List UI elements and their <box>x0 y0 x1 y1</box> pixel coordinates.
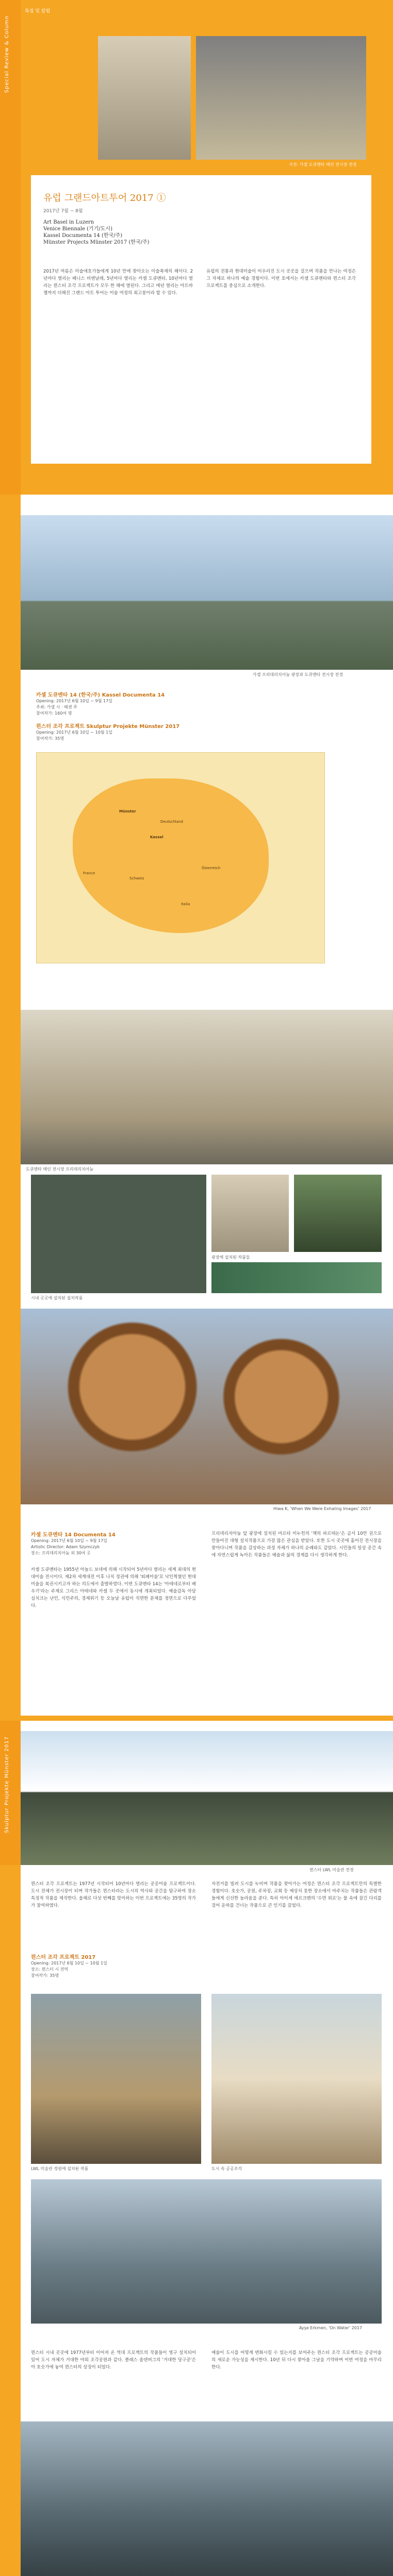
side-strip <box>0 0 21 495</box>
info-title: 카셀 도큐멘타 14 (한국/주) Kassel Documenta 14 <box>36 692 165 698</box>
munster-side-label: Skulptur Projekte Münster 2017 <box>4 1736 10 1834</box>
side-label: Special Review & Column <box>4 15 10 93</box>
pipes-caption: Hiwa K, 'When We Were Exhaling Images' 2017 <box>273 1506 371 1511</box>
info-line: Artistic Director: Adam Szymczyk <box>31 1545 100 1549</box>
pipes-photo <box>21 1309 393 1504</box>
panorama-photo <box>21 515 393 670</box>
info-line: Opening: 2017년 6월 10일 ~ 9월 17일 <box>31 1538 107 1543</box>
info-line: 참여작가: 35명 <box>31 1973 59 1978</box>
intro-para-1: 2017년 여름은 미술애호가들에게 10년 만에 찾아오는 미술축제의 해이다. 2년마다 열리는 베니스 비엔날레, 5년마다 열리는 카셀 도큐멘타, 10년마다 열리는 뮌스터 조각 프로젝트가 모두 한 해에 열린다. 그리고 매년 열리는 아트바젤까지 더해진 그랜드 아트 투어는 미술 여정의 최고봉이라 할 수 있다. <box>43 269 193 296</box>
kassel-photo-3 <box>211 1175 289 1252</box>
map-label: Italia <box>181 902 190 906</box>
map-section <box>0 495 393 999</box>
kassel-para-left: 카셀 도큐멘타는 1955년 아놀드 보데에 의해 시작되어 5년마다 열리는 세계 최대의 현대미술 전시이다. 제2차 세계대전 이후 나치 정권에 의해 '퇴폐미술'로 낙인찍혔던 현대미술을 복권시키고자 하는 의도에서 출발하였다. 이번 도큐멘타 14는 '아테네로부터 배우기'라는 주제로 그리스 아테네와 카셀 두 곳에서 동시에 개최되었다. 예술감독 아담 심치크는 난민, 식민주의, 경제위기 등 오늘날 유럽이 직면한 문제를 정면으로 다루었다. <box>31 1567 196 1608</box>
kassel-inner <box>21 999 393 1520</box>
kassel-photo-2 <box>31 1175 206 1293</box>
munster-caption-a: LWL 미술관 정원에 설치된 작품 <box>31 2166 89 2171</box>
kassel-text-inner <box>21 1520 393 1716</box>
intro-photo-1 <box>98 36 191 160</box>
info-line: Opening: 2017년 6월 10일 ~ 10월 1일 <box>31 1961 107 1965</box>
map-label: Deutschland <box>160 820 183 824</box>
munster-text-inner <box>21 2339 393 2576</box>
map-land <box>73 778 269 933</box>
munster-photo-2 <box>31 1994 201 2164</box>
kassel-para-right: 프리데리치아눔 앞 광장에 설치된 마르타 미누힌의 '책의 파르테논'은 금서 10만 권으로 만들어진 대형 설치작품으로 가장 많은 관심을 받았다. 또한 도시 곳곳에 흩어진 전시장을 찾아다니며 작품을 감상하는 과정 자체가 하나의 순례와도 같았다. 시민들의 일상 공간 속에 자연스럽게 녹아든 작품들은 예술과 삶의 경계를 다시 생각하게 한다. <box>211 1531 382 1558</box>
map-info <box>36 690 191 742</box>
europe-map <box>36 752 325 963</box>
intro-date: 2017년 7월 ~ 8월 <box>43 209 83 214</box>
munster-side-strip <box>0 1721 21 1865</box>
section-label: 특집 및 칼럼 <box>25 9 51 14</box>
kassel-photo-4 <box>294 1175 382 1252</box>
intro-title: 유럽 그랜드아트투어 2017 ① <box>43 193 166 204</box>
intro-photo-2 <box>196 36 366 160</box>
map-label: Kassel <box>150 835 163 839</box>
munster-info-title: 뮌스터 조각 프로젝트 2017 <box>31 1955 96 1960</box>
map-label: Münster <box>119 809 136 814</box>
info-title-2: 뮌스터 조각 프로젝트 Skulptur Projekte Münster 2017 <box>36 724 180 730</box>
munster-photo-3 <box>211 1994 382 2164</box>
munster-section <box>0 1721 393 2339</box>
info-line: 참여작가: 160여 명 <box>36 711 72 716</box>
intro-inner <box>21 5 393 489</box>
munster-photo-caption: 뮌스터 LWL 미술관 전경 <box>309 1868 354 1872</box>
kassel-section <box>0 999 393 1520</box>
intro-para-2: 유럽의 전통과 현대미술이 어우러진 도시 곳곳을 걸으며 작품을 만나는 여정은 그 자체로 하나의 예술 경험이다. 이번 호에서는 카셀 도큐멘타와 뮌스터 조각 프로젝트를 중심으로 소개한다. <box>206 269 356 289</box>
munster-para2-right: 예술이 도시를 어떻게 변화시킬 수 있는지를 보여주는 뮌스터 조각 프로젝트는 공공미술의 새로운 가능성을 제시한다. 10년 뒤 다시 찾아올 그날을 기약하며 이번 여정을 마무리한다. <box>211 2350 382 2370</box>
kassel-caption-1: 도큐멘타 메인 전시장 프리데리치아눔 <box>26 1167 94 1172</box>
kassel-photo-5 <box>211 1262 382 1293</box>
munster-para-right: 자전거를 빌려 도시를 누비며 작품을 찾아가는 여정은 뮌스터 조각 프로젝트만의 특별한 경험이다. 호숫가, 공원, 주차장, 교회 등 예상치 못한 장소에서 마주치는 작품들은 관람객들에게 신선한 놀라움을 준다. 특히 아이셰 에르크멘의 '수면 위로'는 물 속에 잠긴 다리를 걸어 운하를 건너는 작품으로 큰 인기를 끌었다. <box>211 1882 382 1908</box>
kassel-photo-main <box>21 1010 393 1164</box>
kassel-info <box>31 1530 186 1556</box>
water-photo-1 <box>21 2421 393 2576</box>
intro-caption: 사진: 카셀 도큐멘타 메인 전시장 전경 <box>289 162 357 167</box>
munster-caption-c: Ayşe Erkmen, 'On Water' 2017 <box>299 2326 363 2330</box>
map-label: Österreich <box>202 866 221 870</box>
munster-caption-b: 도시 속 공공조각 <box>211 2166 242 2171</box>
map-label: France <box>83 871 95 875</box>
intro-subtitles <box>43 219 166 246</box>
map-inner <box>21 495 393 999</box>
kassel-info-title: 카셀 도큐멘타 14 Documenta 14 <box>31 1532 116 1538</box>
munster-para2-left: 뮌스터 시내 곳곳에 1977년부터 이어져 온 역대 프로젝트의 작품들이 영구 설치되어 있어 도시 자체가 거대한 야외 조각공원과 같다. 클래스 올덴버그의 '거대한 당구공'은 아 호숫가에 놓여 뮌스터의 상징이 되었다. <box>31 2350 196 2370</box>
intro-section <box>0 0 393 495</box>
subtitle-line: Venice Biennale (기기/도시) <box>43 226 112 232</box>
munster-text-section <box>0 2339 393 2576</box>
subtitle-line: Münster Projects Münster 2017 (한국/주) <box>43 240 150 245</box>
intro-title-block <box>43 191 166 246</box>
info-line: Opening: 2017년 6월 10일 ~ 9월 17일 <box>36 699 112 703</box>
munster-info <box>31 1953 186 1979</box>
panorama-caption: 카셀 프리데리치아눔 광장과 도큐멘타 전시장 전경 <box>253 672 343 677</box>
map-label: Schweiz <box>129 876 144 880</box>
subtitle-line: Kassel Documenta 14 (한국/주) <box>43 233 123 239</box>
info-line: 주최: 카셀 시 · 헤센 주 <box>36 705 77 709</box>
munster-photo-4 <box>31 2179 382 2324</box>
kassel-caption-2: 광장에 설치된 작품들 <box>211 1255 250 1260</box>
info-line: 참여작가: 35명 <box>36 736 64 741</box>
kassel-caption-3: 시내 곳곳에 설치된 설치작품 <box>31 1296 83 1300</box>
info-line: 장소: 프리데리치아눔 외 30여 곳 <box>31 1551 91 1555</box>
munster-photo-main <box>21 1731 393 1865</box>
info-line: 장소: 뮌스터 시 전역 <box>31 1967 69 1972</box>
subtitle-line: Art Basel in Luzern <box>43 219 94 225</box>
munster-para-left: 뮌스터 조각 프로젝트는 1977년 시작되어 10년마다 열리는 공공미술 프로젝트이다. 도시 전체가 전시장이 되며 작가들은 뮌스터라는 도시의 역사와 공간을 탐구하여 장소특정적 작품을 제작한다. 올해로 다섯 번째를 맞이하는 이번 프로젝트에는 35명의 작가가 참여하였다. <box>31 1882 196 1908</box>
info-line: Opening: 2017년 6월 10일 ~ 10월 1일 <box>36 730 112 735</box>
kassel-text-section <box>0 1520 393 1721</box>
munster-inner <box>21 1721 393 2339</box>
intro-card <box>31 175 371 464</box>
